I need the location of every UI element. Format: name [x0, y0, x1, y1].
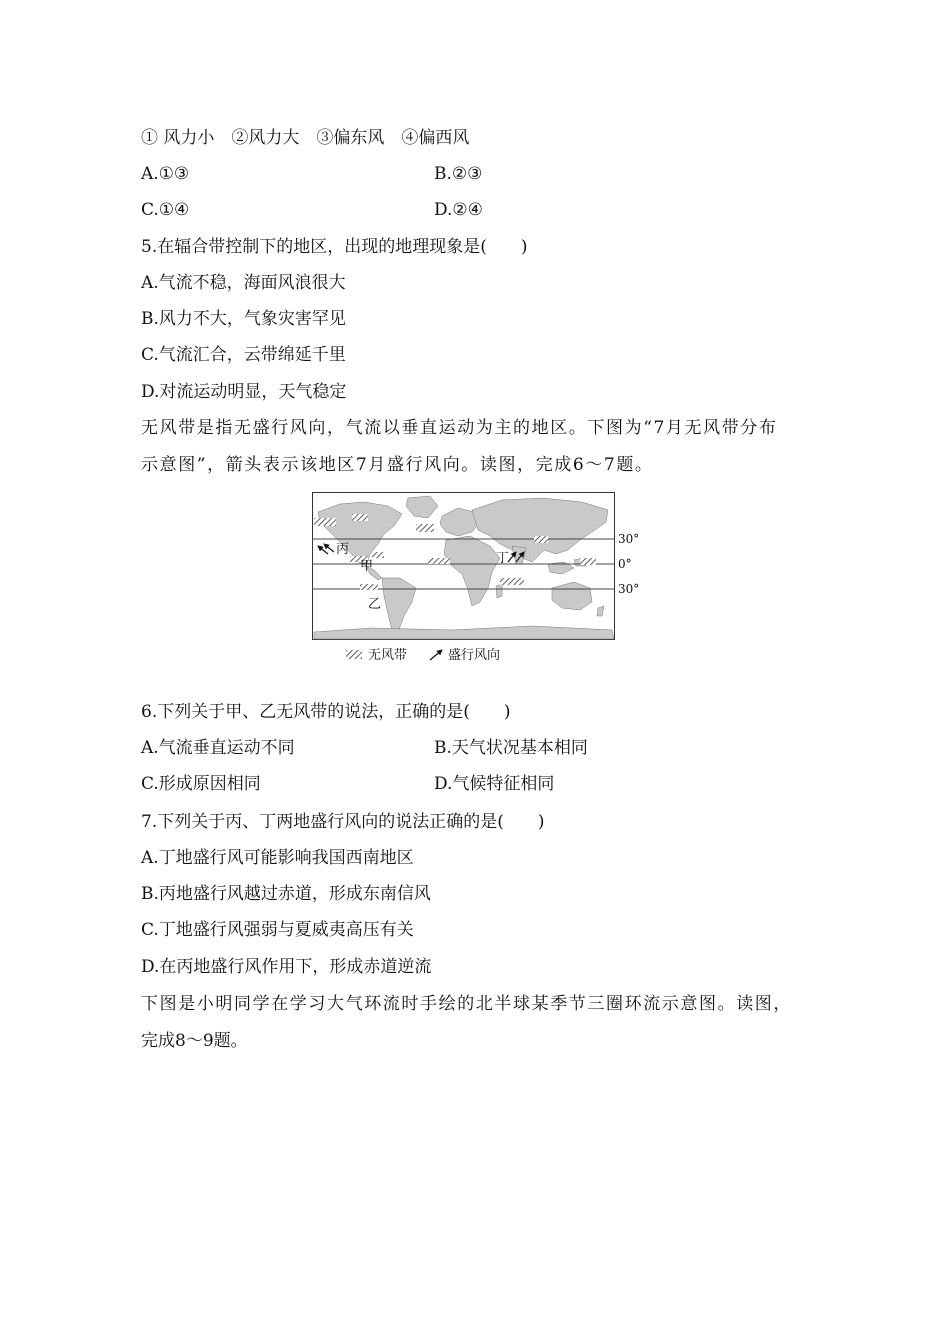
q5-option-d: D.对流运动明显，天气稳定 — [141, 382, 347, 402]
q6-option-b: B.天气状况基本相同 — [434, 738, 588, 758]
intro-8-9-line1: 下图是小明同学在学习大气环流时手绘的北半球某季节三圈环流示意图。读图， — [141, 994, 792, 1014]
legend-wind-label: 盛行风向 — [448, 648, 501, 663]
q6-option-d: D.气候特征相同 — [434, 774, 555, 794]
q5-option-a: A.气流不稳，海面风浪很大 — [141, 273, 346, 293]
intro-6-7-line2: 示意图”，箭头表示该地区7月盛行风向。读图，完成6～7题。 — [141, 455, 654, 475]
q4-option-c: C.①④ — [141, 200, 190, 220]
q4-option-a: A.①③ — [141, 164, 190, 184]
q4-option-d: D.②④ — [434, 200, 483, 220]
intro-8-9-line2: 完成8～9题。 — [141, 1031, 248, 1051]
q6-stem: 6.下列关于甲、乙无风带的说法，正确的是( ) — [141, 702, 511, 722]
label-bing: 丙 — [336, 542, 350, 557]
legend-calm-swatch — [346, 650, 362, 659]
q6-option-c: C.形成原因相同 — [141, 774, 261, 794]
intro-6-7-line1: 无风带是指无盛行风向，气流以垂直运动为主的地区。下图为“7月无风带分布 — [141, 418, 778, 438]
q4-options-line: ① 风力小 ②风力大 ③偏东风 ④偏西风 — [141, 128, 470, 148]
q7-option-d: D.在丙地盛行风作用下，形成赤道逆流 — [141, 957, 432, 977]
q7-stem: 7.下列关于丙、丁两地盛行风向的说法正确的是( ) — [141, 812, 545, 832]
lat-label-0: 0° — [618, 557, 632, 571]
q7-option-a: A.丁地盛行风可能影响我国西南地区 — [141, 848, 414, 868]
q5-option-c: C.气流汇合，云带绵延千里 — [141, 345, 346, 365]
q5-stem: 5.在辐合带控制下的地区，出现的地理现象是( ) — [141, 237, 528, 257]
lat-label-30n: 30° — [618, 532, 640, 546]
label-ding: 丁 — [496, 551, 510, 566]
q7-option-c: C.丁地盛行风强弱与夏威夷高压有关 — [141, 920, 414, 940]
label-jia: 甲 — [360, 559, 374, 574]
lat-label-30s: 30° — [618, 582, 640, 596]
q4-option-b: B.②③ — [434, 164, 483, 184]
label-yi: 乙 — [368, 597, 382, 612]
q5-option-b: B.风力不大，气象灾害罕见 — [141, 309, 346, 329]
legend-calm-label: 无风带 — [368, 648, 408, 663]
legend-wind-arrow-icon — [430, 650, 442, 660]
calm-belt-map — [312, 492, 652, 670]
q6-option-a: A.气流垂直运动不同 — [141, 738, 295, 758]
q7-option-b: B.丙地盛行风越过赤道，形成东南信风 — [141, 884, 431, 904]
